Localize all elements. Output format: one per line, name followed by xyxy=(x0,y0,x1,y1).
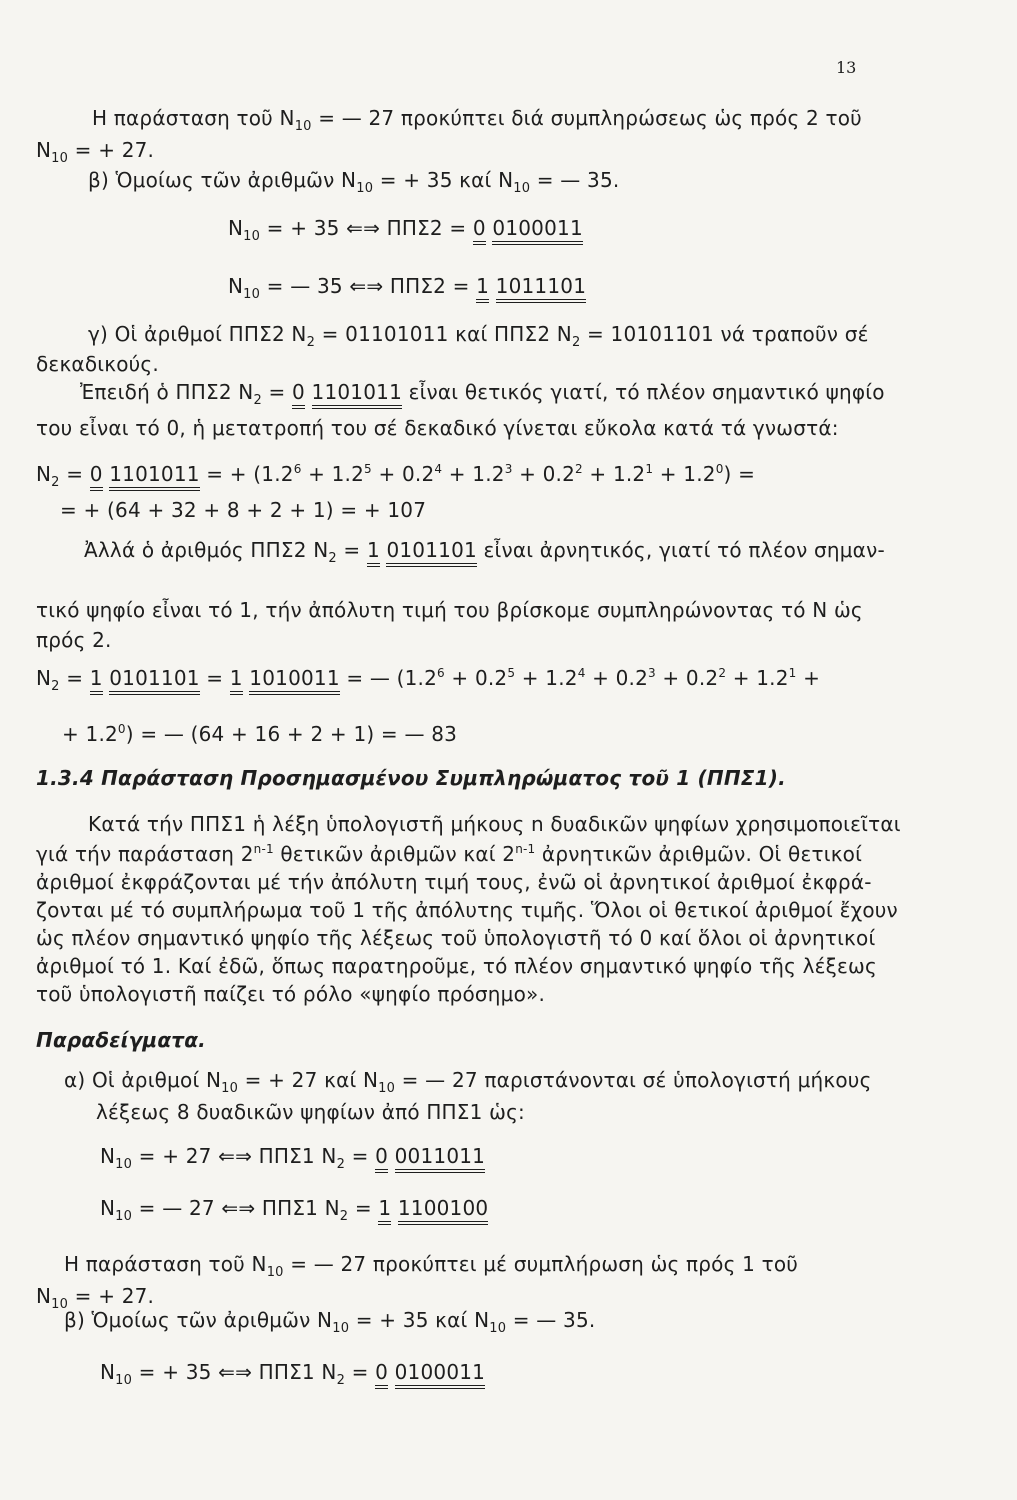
sign-bit: 0 xyxy=(90,463,103,491)
text-line: Η παράσταση τοῦ $N_{10}$ = — 27 προκύπτει διά συμπληρώσεως ὡς πρός 2 τοῦ xyxy=(92,106,862,134)
text-line: $N_{10}$ = + 27. xyxy=(36,138,155,166)
text-line: του εἶναι τό 0, ἡ μετατροπή του σέ δεκαδικό γίνεται εὔκολα κατά τά γνωστά: xyxy=(36,416,839,440)
sign-bit: 0 xyxy=(473,217,486,245)
equation-line: $N_2 = 0$ 1101011 = + $(1.2^6 + 1.2^5 + 0.2^4 + 1.2^3 + 0.2^2 + 1.2^1 + 1.2^0)$ = xyxy=(36,462,756,490)
text-line: Ἀλλά ὁ ἀριθμός ΠΠΣ2 $N_2 = 1$ 0101101 εἶναι ἀρνητικός, γιατί τό πλέον σημαν- xyxy=(84,538,885,566)
page-number: 13 xyxy=(836,58,857,77)
equation-line: $N_{10}$ = + 35 ⇐⇒ ΠΠΣ2 = 0 0100011 xyxy=(228,216,583,244)
text-line: α) Οἱ ἀριθμοί $N_{10}$ = + 27 καί $N_{10}$ = — 27 παριστάνονται σέ ὑπολογιστή μήκους xyxy=(64,1068,872,1096)
text-line: ζονται μέ τό συμπλήρωμα τοῦ 1 τῆς ἀπόλυτης τιμῆς. Ὅλοι οἱ θετικοί ἀριθμοί ἔχουν xyxy=(36,898,898,922)
equation-line: $N_{10}$ = — 27 ⇐⇒ ΠΠΣ1 $N_2 = 1$ 1100100 xyxy=(100,1196,489,1224)
equation-line: $N_{10}$ = — 35 ⇐⇒ ΠΠΣ2 = 1 1011101 xyxy=(228,274,587,302)
binary-digits: 1100100 xyxy=(398,1197,488,1225)
binary-digits: 0011011 xyxy=(395,1145,485,1173)
sign-bit: 0 xyxy=(375,1145,388,1173)
section-heading: 1.3.4 Παράσταση Προσημασμένου Συμπληρώματος τοῦ 1 (ΠΠΣ1). xyxy=(36,766,786,790)
text-line: ἀριθμοί ἐκφράζονται μέ τήν ἀπόλυτη τιμή τους, ἐνῶ οἱ ἀρνητικοί ἀριθμοί ἐκφρά- xyxy=(36,870,872,894)
text-line: ὡς πλέον σημαντικό ψηφίο τῆς λέξεως τοῦ ὑπολογιστῆ τό 0 καί ὅλοι οἱ ἀρνητικοί xyxy=(36,926,876,950)
equation-line: $N_{10}$ = + 35 ⇐⇒ ΠΠΣ1 $N_2 = 0$ 0100011 xyxy=(100,1360,486,1388)
text-line: λέξεως 8 δυαδικῶν ψηφίων ἀπό ΠΠΣ1 ὡς: xyxy=(96,1100,525,1124)
examples-heading: Παραδείγματα. xyxy=(36,1028,206,1052)
binary-digits: 1010011 xyxy=(249,667,339,695)
text-line: Κατά τήν ΠΠΣ1 ἡ λέξη ὑπολογιστῆ μήκους n δυαδικῶν ψηφίων χρησιμοποιεῖται xyxy=(88,812,901,836)
binary-digits: 1101011 xyxy=(312,381,402,409)
sign-bit: 1 xyxy=(367,539,380,567)
binary-digits: 1101011 xyxy=(109,463,199,491)
text-line: $N_{10}$ = + 27. xyxy=(36,1284,155,1312)
equation-line: $N_{10}$ = + 27 ⇐⇒ ΠΠΣ1 $N_2 = 0$ 0011011 xyxy=(100,1144,486,1172)
text-line: τικό ψηφίο εἶναι τό 1, τήν ἀπόλυτη τιμή του βρίσκομε συμπληρώνοντας τό N ὡς xyxy=(36,598,863,622)
equation-line: $N_2 = 1$ 0101101 = 1 1010011 = — ($1.2^6 + 0.2^5 + 1.2^4 + 0.2^3 + 0.2^2 + 1.2^1$ + xyxy=(36,666,821,694)
text-line: ἀριθμοί τό 1. Καί ἐδῶ, ὅπως παρατηροῦμε, τό πλέον σημαντικό ψηφίο τῆς λέξεως xyxy=(36,954,877,978)
binary-digits: 1011101 xyxy=(496,275,586,303)
sign-bit: 0 xyxy=(375,1361,388,1389)
equation-line: + $1.2^0$) = — (64 + 16 + 2 + 1) = — 83 xyxy=(62,722,458,746)
sign-bit: 1 xyxy=(476,275,489,303)
text-line: Ἐπειδή ὁ ΠΠΣ2 $N_2 = 0$ 1101011 εἶναι θετικός γιατί, τό πλέον σημαντικό ψηφίο xyxy=(80,380,885,408)
sign-bit: 0 xyxy=(292,381,305,409)
text-line: δεκαδικούς. xyxy=(36,352,159,376)
text-line: β) Ὁμοίως τῶν ἀριθμῶν $N_{10}$ = + 35 καί $N_{10}$ = — 35. xyxy=(64,1308,596,1336)
sign-bit: 1 xyxy=(90,667,103,695)
sign-bit: 1 xyxy=(378,1197,391,1225)
text-line: πρός 2. xyxy=(36,628,112,652)
text-line: β) Ὁμοίως τῶν ἀριθμῶν $N_{10}$ = + 35 καί $N_{10}$ = — 35. xyxy=(88,168,620,196)
sign-bit: 1 xyxy=(230,667,243,695)
binary-digits: 0100011 xyxy=(395,1361,485,1389)
text-line: Η παράσταση τοῦ $N_{10}$ = — 27 προκύπτει μέ συμπλήρωση ὡς πρός 1 τοῦ xyxy=(64,1252,799,1280)
binary-digits: 0101101 xyxy=(109,667,199,695)
equation-line: = + (64 + 32 + 8 + 2 + 1) = + 107 xyxy=(60,498,427,522)
binary-digits: 0100011 xyxy=(492,217,582,245)
text-line: γ) Οἱ ἀριθμοί ΠΠΣ2 $N_2 = 01101011$ καί ΠΠΣ2 $N_2 = 10101101$ νά τραποῦν σέ xyxy=(88,322,869,350)
text-line: γιά τήν παράσταση 2$^{n-1}$ θετικῶν ἀριθμῶν καί 2$^{n-1}$ ἀρνητικῶν ἀριθμῶν. Οἱ θετικοί xyxy=(36,842,863,866)
binary-digits: 0101101 xyxy=(386,539,476,567)
text-line: τοῦ ὑπολογιστῆ παίζει τό ρόλο «ψηφίο πρόσημο». xyxy=(36,982,546,1006)
